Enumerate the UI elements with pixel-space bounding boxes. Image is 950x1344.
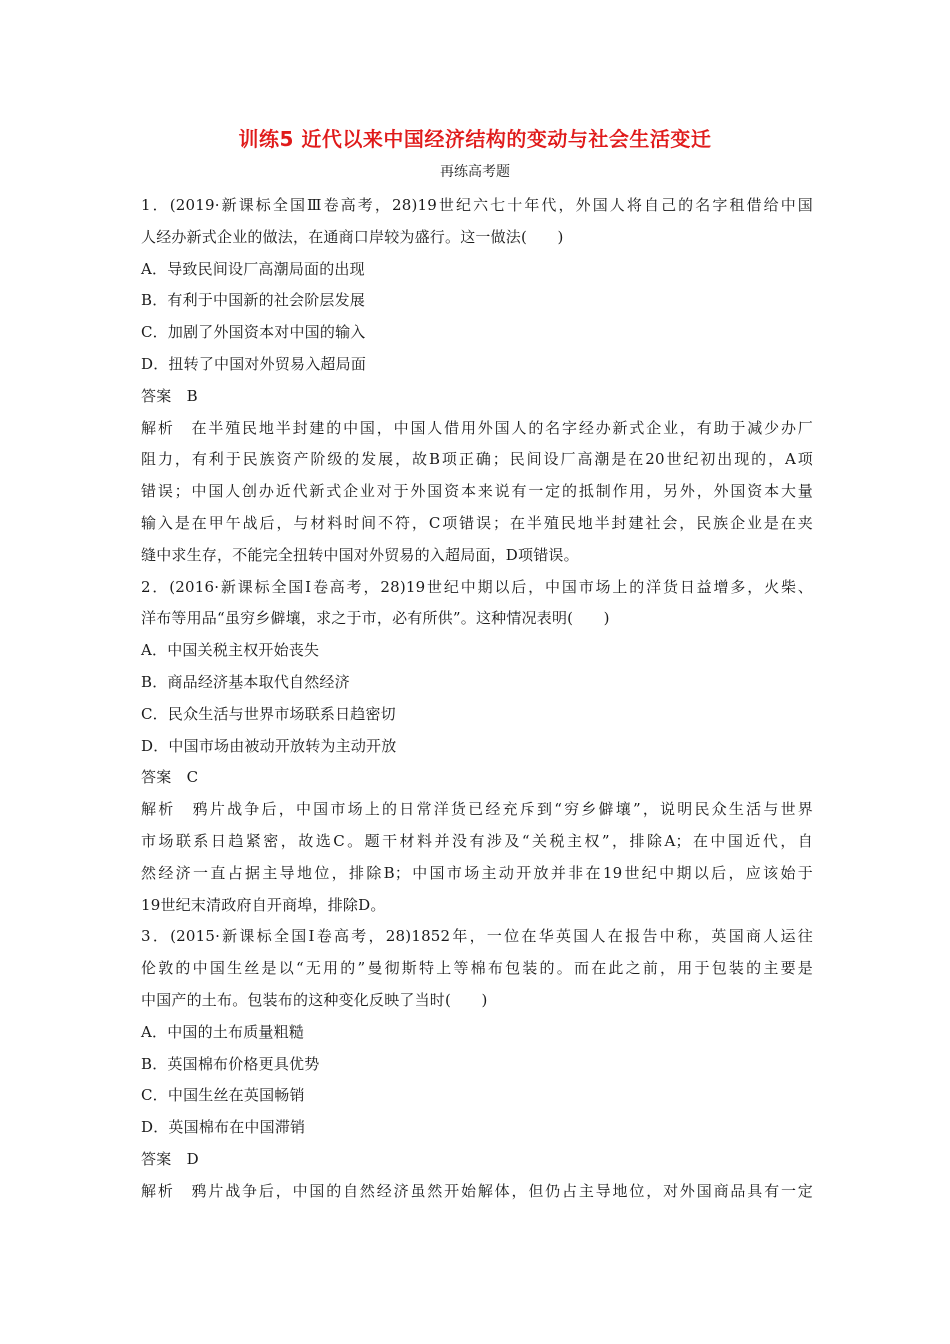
text-line: 错误；中国人创办近代新式企业对于外国资本来说有一定的抵制作用，另外，外国资本大量 [141, 482, 813, 501]
text-line: 然经济一直占据主导地位，排除B；中国市场主动开放并非在19世纪中期以后，应该始于 [141, 863, 813, 882]
text-line: A．中国的土布质量粗糙 [141, 1022, 305, 1041]
section-subtitle: 再练高考题 [440, 164, 510, 180]
text-line: 19世纪末清政府自开商埠，排除D。 [141, 895, 386, 914]
text-line: A．导致民间设厂高潮局面的出现 [141, 259, 365, 278]
text-line: 解析 鸦片战争后，中国市场上的日常洋货已经充斥到“穷乡僻壤”，说明民众生活与世界 [141, 800, 813, 819]
text-line: 人经办新式企业的做法，在通商口岸较为盛行。这一做法( ) [141, 227, 564, 246]
text-line: 输入是在甲午战后，与材料时间不符，C项错误；在半殖民地半封建社会，民族企业是在夹 [141, 513, 813, 532]
text-line: 阻力，有利于民族资产阶级的发展，故B项正确；民间设厂高潮是在20世纪初出现的，A项 [141, 450, 813, 469]
text-line: 解析 鸦片战争后，中国的自然经济虽然开始解体，但仍占主导地位，对外国商品具有一定 [141, 1181, 813, 1200]
text-line: B．有利于中国新的社会阶层发展 [141, 291, 366, 310]
text-line: 答案 C [141, 768, 199, 787]
text-line: C．中国生丝在英国畅销 [141, 1086, 305, 1105]
text-line: 1．(2019·新课标全国Ⅲ卷高考，28)19世纪六七十年代，外国人将自己的名字租借给中国 [141, 196, 813, 214]
text-line: 2．(2016·新课标全国Ⅰ卷高考，28)19世纪中期以后，中国市场上的洋货日益增多，火柴、 [141, 577, 813, 596]
text-line: 中国产的土布。包装布的这种变化反映了当时( ) [141, 990, 488, 1009]
text-line: 伦敦的中国生丝是以“无用的”曼彻斯特上等棉布包装的。而在此之前，用于包装的主要是 [141, 959, 813, 978]
text-line: 解析 在半殖民地半封建的中国，中国人借用外国人的名字经办新式企业，有助于减少办厂 [141, 418, 813, 437]
text-line: C．加剧了外国资本对中国的输入 [141, 323, 366, 342]
text-line: B．英国棉布价格更具优势 [141, 1054, 320, 1073]
text-line: 答案 B [141, 386, 198, 405]
document-body [141, 190, 813, 1208]
text-line: 3．(2015·新课标全国Ⅰ卷高考，28)1852年，一位在华英国人在报告中称，英国商人运往 [141, 927, 813, 946]
text-line: 洋布等用品“虽穷乡僻壤，求之于市，必有所供”。这种情况表明( ) [141, 609, 610, 628]
text-line: C．民众生活与世界市场联系日趋密切 [141, 704, 396, 723]
text-line: B．商品经济基本取代自然经济 [141, 672, 350, 691]
text-line: A．中国关税主权开始丧失 [141, 641, 320, 660]
text-line: D．中国市场由被动开放转为主动开放 [141, 736, 397, 755]
text-line: 答案 D [141, 1149, 199, 1168]
text-line: D．扭转了中国对外贸易入超局面 [141, 354, 367, 373]
text-line: 缝中求生存，不能完全扭转中国对外贸易的入超局面，D项错误。 [141, 545, 579, 564]
text-line: 市场联系日趋紧密，故选C。题干材料并没有涉及“关税主权”，排除A；在中国近代，自 [141, 831, 813, 850]
document-title: 训练5 近代以来中国经济结构的变动与社会生活变迁 [238, 127, 712, 151]
text-line: D．英国棉布在中国滞销 [141, 1118, 306, 1137]
